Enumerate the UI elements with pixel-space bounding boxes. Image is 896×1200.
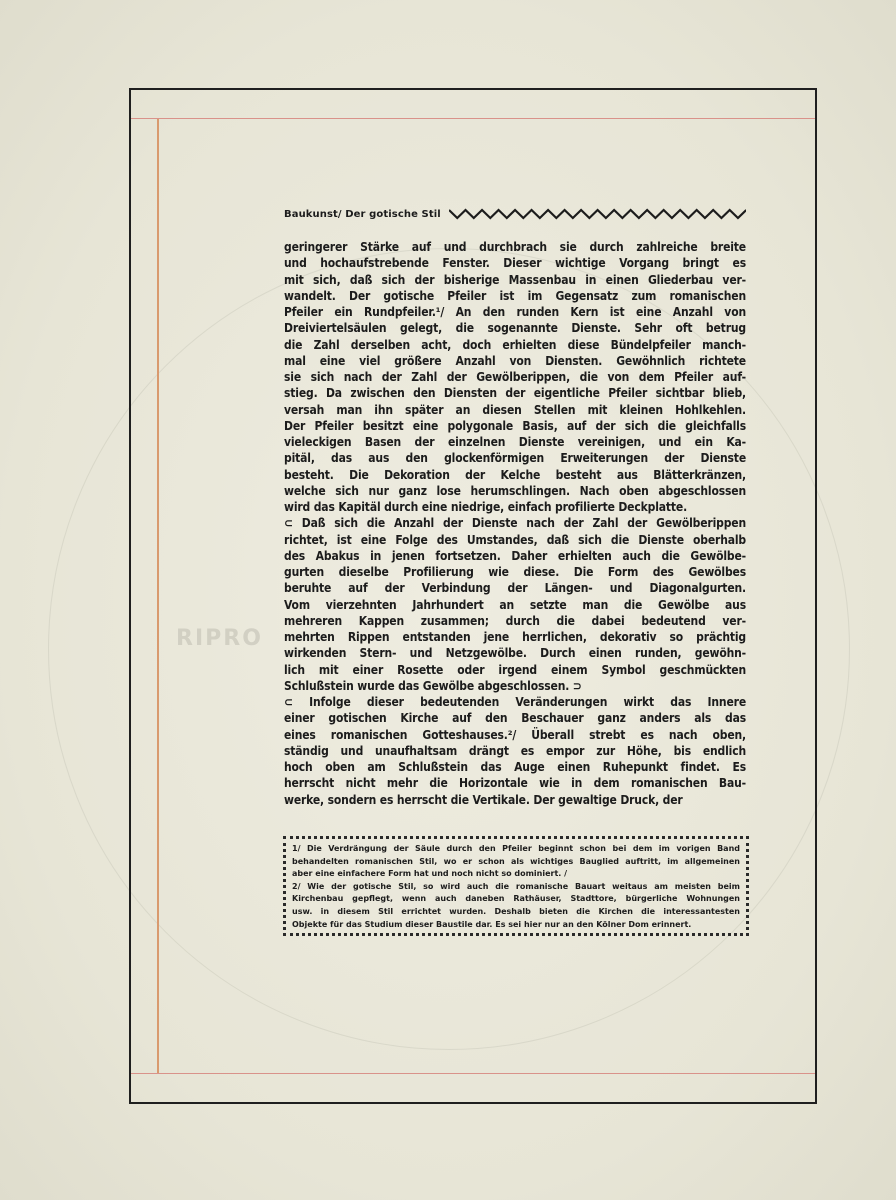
body-line: besteht. Die Dekoration der Kelche besteht aus Blätterkränzen, [284,467,746,482]
body-line: wird das Kapitäl durch eine niedrige, einfach profilierte Deckplatte. [284,500,688,514]
body-line: Pfeiler ein Rundpfeiler.¹/ An den runden Kern ist eine Anzahl von [284,305,746,319]
footnote-line: 1/ Die Verdrängung der Säule durch den Pfeiler beginnt schon bei dem im vorigen Band [292,844,740,853]
body-line: Dreiviertelsäulen gelegt, die sogenannte Dienste. Sehr oft betrug [284,321,746,336]
body-line: mehrten Rippen entstanden jene herrlichen, dekorativ so prächtig [284,630,746,644]
footnote-line: Kirchenbau gepflegt, wenn auch daneben Rathäuser, Stadttore, bürgerliche Wohnungen [292,894,740,904]
body-text [284,239,746,808]
body-line: pitäl, das aus den glockenförmigen Erweiterungen der Dienste [284,451,746,466]
left-orange-rule [157,119,159,1073]
top-red-rule [131,118,815,119]
body-line: welche sich nur ganz lose herumschlingen. Nach oben abgeschlossen [284,483,746,498]
watermark-text: RIPRO [176,626,263,651]
body-line: Vom vierzehnten Jahrhundert an setzte man die Gewölbe aus [284,597,746,612]
footnote-line: 2/ Wie der gotische Stil, so wird auch die romanische Bauart weitaus am meisten beim [292,881,740,891]
running-header [284,204,746,224]
body-line: wandelt. Der gotische Pfeiler ist im Gegensatz zum romanischen [284,288,746,303]
footnote-box [283,836,749,936]
header-title: Baukunst/ Der gotische Stil [284,208,441,220]
footnote-line: Objekte für das Studium dieser Baustile dar. Es sei hier nur an den Kölner Dom erinnert. [292,919,692,929]
body-line: ⊂ Infolge dieser bedeutenden Veränderungen wirkt das Innere [284,695,746,709]
zigzag-ornament [449,207,746,221]
body-line: Der Pfeiler besitzt eine polygonale Basis, auf der sich die gleichfalls [284,418,746,433]
body-line: beruhte auf der Verbindung der Längen- und Diagonalgurten. [284,581,746,596]
footnote-line: usw. in diesem Stil errichtet wurden. Deshalb bieten die Kirchen die interessantesten [292,906,740,916]
footnote-line: aber eine einfachere Form hat und noch nicht so dominiert. / [292,869,568,879]
body-line: eines romanischen Gotteshauses.²/ Überall strebt es nach oben, [284,727,746,742]
body-line: mal eine viel größere Anzahl von Diensten. Gewöhnlich richtete [284,353,746,368]
body-line: herrscht nicht mehr die Horizontale wie in dem romanischen Bau- [284,776,746,791]
body-line: des Abakus in jenen fortsetzen. Daher erhielten auch die Gewölbe- [284,548,746,563]
body-line: und hochaufstrebende Fenster. Dieser wichtige Vorgang bringt es [284,256,746,271]
body-line: mehreren Kappen zusammen; durch die dabei bedeutend ver- [284,613,746,628]
body-line: stieg. Da zwischen den Diensten der eigentliche Pfeiler sichtbar blieb, [284,386,746,401]
body-line: lich mit einer Rosette oder irgend einem Symbol geschmückten [284,662,746,677]
body-line: wirkenden Stern- und Netzgewölbe. Durch einen runden, gewöhn- [284,646,746,661]
body-line: die Zahl derselben acht, doch erhielten diese Bündelpfeiler manch- [284,337,746,352]
body-line: richtet, ist eine Folge des Umstandes, daß sich die Dienste oberhalb [284,532,746,547]
body-line: sie sich nach der Zahl der Gewölberippen, die von dem Pfeiler auf- [284,370,746,384]
body-line: geringerer Stärke auf und durchbrach sie durch zahlreiche breite [284,240,746,254]
body-line: vieleckigen Basen der einzelnen Dienste vereinigen, und ein Ka- [284,435,746,449]
body-line: ⊂ Daß sich die Anzahl der Dienste nach der Zahl der Gewölberippen [284,516,746,531]
body-line: einer gotischen Kirche auf den Beschauer ganz anders als das [284,711,746,726]
body-line: ständig und unaufhaltsam drängt es empor zur Höhe, bis endlich [284,743,746,758]
body-line: hoch oben am Schlußstein das Auge einen Ruhepunkt findet. Es [284,760,746,774]
bottom-red-rule [131,1073,815,1074]
body-line: Schlußstein wurde das Gewölbe abgeschlossen. ⊃ [284,678,582,693]
body-line: mit sich, daß sich der bisherige Massenbau in einen Gliederbau ver- [284,272,746,287]
body-line: gurten dieselbe Profilierung wie diese. Die Form des Gewölbes [284,565,746,579]
body-line: versah man ihn später an diesen Stellen mit kleinen Hohlkehlen. [284,402,746,417]
body-line: werke, sondern es herrscht die Vertikale. Der gewaltige Druck, der [284,792,683,807]
footnote-line: behandelten romanischen Stil, wo er schon als wichtiges Bauglied auftritt, im allgemeinen [292,856,740,866]
